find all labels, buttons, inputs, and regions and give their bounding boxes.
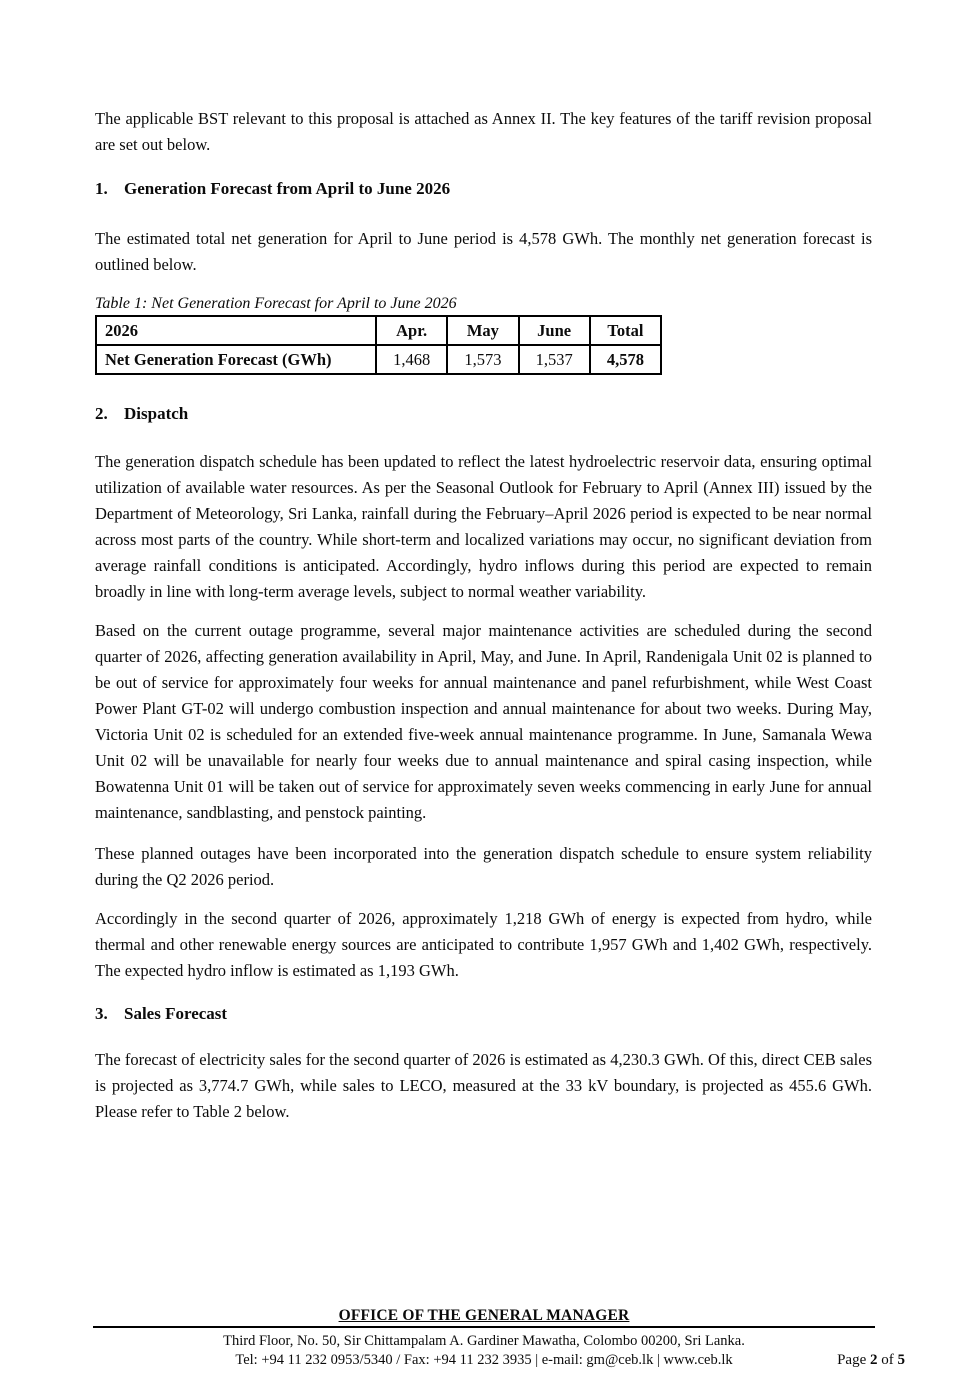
table-value-june: 1,537 (519, 345, 590, 374)
section2-heading (95, 401, 872, 427)
table-value-apr: 1,468 (376, 345, 447, 374)
table-row-label: Net Generation Forecast (GWh) (96, 345, 376, 374)
footer-divider (93, 1326, 875, 1328)
page-number-indicator (837, 1351, 905, 1370)
section3-title: Sales Forecast (124, 1004, 228, 1023)
net-generation-forecast-table (95, 315, 662, 375)
table-header-year: 2026 (96, 316, 376, 345)
table-row (96, 345, 661, 374)
table-value-may: 1,573 (447, 345, 518, 374)
table-header-may: May (447, 316, 518, 345)
dispatch-paragraph-1: The generation dispatch schedule has been updated to reflect the latest hydroelectric reservoir data, ensuring optimal utilization of available water resources. As per the Seasonal Outlook for February to April (Annex III) issued by the Department of Meteorology, Sri Lanka, rainfall during the February–April 2026 period is expected to be near normal across most parts of the country. While short-term and localized variations may occur, no significant deviation from average rainfall conditions is anticipated. Accordingly, hydro inflows during this period are expected to remain broadly in line with long-term average levels, subject to normal weather variability. (95, 452, 872, 601)
dispatch-paragraph-2: Based on the current outage programme, several major maintenance activities are scheduled during the second quarter of 2026, affecting generation availability in April, May, and June. In April, Randenigala Unit 02 is planned to be out of service for approximately four weeks for annual maintenance and panel refurbishment, while West Coast Power Plant GT-02 will undergo combustion inspection and annual maintenance for about two weeks. During May, Victoria Unit 02 is scheduled for an extended five-week annual maintenance programme. In June, Samanala Wewa Unit 02 will be unavailable for nearly four weeks due to annual maintenance and spiral casing inspection, while Bowatenna Unit 01 will be taken out of service for approximately seven weeks commencing in early June for annual maintenance, sandblasting, and penstock painting. (95, 621, 872, 822)
section3-number: 3. (95, 1004, 108, 1023)
table-value-total: 4,578 (590, 345, 661, 374)
page-footer (0, 1307, 968, 1370)
section3-heading (95, 1001, 872, 1027)
section1-number: 1. (95, 179, 108, 198)
section2-number: 2. (95, 404, 108, 423)
page-of-label: of (881, 1352, 894, 1368)
page-label: Page (837, 1352, 867, 1368)
table1-caption: Table 1: Net Generation Forecast for April to June 2026 (95, 295, 457, 312)
dispatch-paragraph-3: These planned outages have been incorporated into the generation dispatch schedule to ensure system reliability during the Q2 2026 period. (95, 844, 872, 889)
section1-heading (95, 176, 872, 202)
table-header-apr: Apr. (376, 316, 447, 345)
section1-paragraph: The estimated total net generation for April to June period is 4,578 GWh. The monthly net generation forecast is outlined below. (95, 229, 872, 274)
section2-title: Dispatch (124, 404, 189, 423)
table-header-row (96, 316, 661, 345)
table-header-june: June (519, 316, 590, 345)
footer-office-title: OFFICE OF THE GENERAL MANAGER (338, 1307, 630, 1324)
page-number: 2 (870, 1352, 878, 1368)
dispatch-paragraph-4: Accordingly in the second quarter of 2026, approximately 1,218 GWh of energy is expected from hydro, while thermal and other renewable energy sources are anticipated to contribute 1,957 GWh and 1,402 GWh, respectively. The expected hydro inflow is estimated as 1,193 GWh. (95, 909, 872, 980)
footer-contact: Tel: +94 11 232 0953/5340 / Fax: +94 11 232 3935 | e-mail: gm@ceb.lk | www.ceb.lk (235, 1352, 733, 1368)
document-body (95, 106, 872, 1125)
section1-title: Generation Forecast from April to June 2026 (124, 179, 451, 198)
footer-address: Third Floor, No. 50, Sir Chittampalam A. Gardiner Mawatha, Colombo 00200, Sri Lanka. (223, 1333, 745, 1349)
page-total: 5 (897, 1352, 905, 1368)
table-header-total: Total (590, 316, 661, 345)
sales-forecast-paragraph: The forecast of electricity sales for the second quarter of 2026 is estimated as 4,230.3 GWh. Of this, direct CEB sales is projected as 3,774.7 GWh, while sales to LECO, measured at the 33 kV boundary, is projected as 455.6 GWh. Please refer to Table 2 below. (95, 1050, 872, 1121)
intro-paragraph: The applicable BST relevant to this proposal is attached as Annex II. The key features of the tariff revision proposal are set out below. (95, 109, 872, 154)
